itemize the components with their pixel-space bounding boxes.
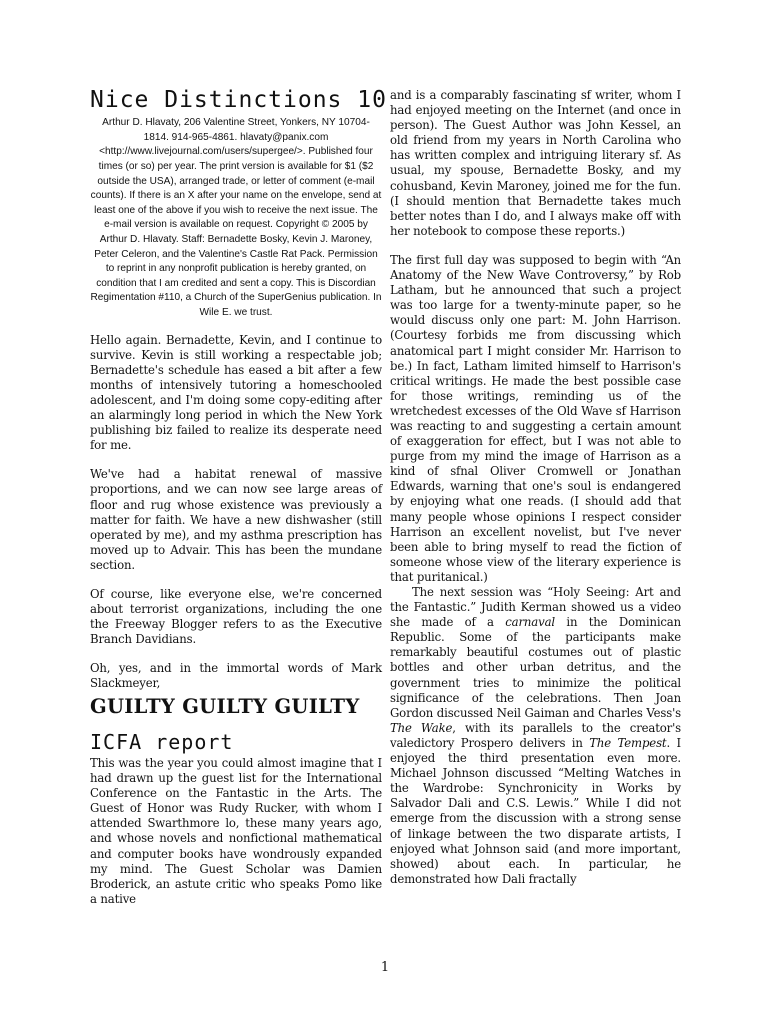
icfa-heading: ICFA report [90,730,234,755]
p3-text-a: The next session was “Holy Seeing: Art and the Fantastic.” Judith Kerman showed us a video she made of a [390,585,681,630]
right-paragraph-3 [390,585,681,887]
page-number: 1 [380,960,390,975]
p3-italic-carnaval: carnaval [505,615,555,630]
left-column [90,87,387,907]
p3-text-c: , with its parallels to the creator's valedictory Prospero delivers in [390,720,681,750]
right-paragraph-2: The first full day was supposed to begin with “An Anatomy of the New Wave Controversy,” by Rob Latham, but he announced that such a project was too large for a twenty-minute paper, so he would discuss only one part: M. John Harrison. (Courtesy forbids me from discussing which anatomical part I might consider Mr. Harrison to be.) In fact, Latham limited himself to Harrison's critical writings. He made the best possible case for those writings, reminding us of the wretchedest excesses of the Old Wave sf Harrison was reacting to and suggesting a certain amount of exaggeration for effect, but I was not able to purge from my mind the image of Harrison as a kind of sfnal Oliver Cromwell or Jonathan Edwards, warning that one's soul is endangered by enjoying what one reads. (I should add that many people whose opinions I respect consider Harrison an excellent novelist, but I've never been able to bring myself to read the fiction of someone whose view of the literary experience is that puritanical.) [390,252,681,584]
right-column [390,88,681,887]
newsletter-title: Nice Distinctions 10 [90,87,387,113]
p3-text-d: . I enjoyed the third presentation even more. Michael Johnson discussed “Melting Watches in the Wardrobe: Synchronicity in Works by Salvador Dali and C.S. Lewis.” While I did not emerge from the discussion with a strong sense of linkage between the two disparate artists, I enjoyed what Johnson said (and more important, showed) about each. In particular, he demonstrated how Dali fractally [390,735,681,886]
p3-italic-the-tempest: The Tempest [589,735,667,750]
left-paragraph-2: We've had a habitat renewal of massive proportions, and we can now see large areas of floor and rug whose existence was previously a matter for faith. We have a new dishwasher (still operated by me), and my asthma prescription has moved up to Advair. This has been the mundane section. [90,467,382,572]
icfa-paragraph-1: This was the year you could almost imagine that I had drawn up the guest list for the International Conference on the Fantastic in the Arts. The Guest of Honor was Rudy Rucker, with whom I attended Swarthmore lo, these many years ago, and whose novels and nonfictional mathematical and computer books have wondrously expanded my mind. The Guest Scholar was Damien Broderick, an astute critic who speaks Pomo like a native [90,756,382,906]
p3-text-b: in the Dominican Republic. Some of the participants make remarkably beautiful costumes out of plastic bottles and other urban detritus, and the government tries to minimize the political significance of the celebrations. Then Joan Gordon discussed Neil Gaiman and Charles Vess's [390,615,681,720]
right-paragraph-1: and is a comparably fascinating sf writer, whom I had enjoyed meeting on the Internet (and once in person). The Guest Author was John Kessel, an old friend from my years in North Carolina who has written complex and intriguing literary sf. As usual, my spouse, Bernadette Bosky, and my cohusband, Kevin Maroney, joined me for the fun. (I should mention that Bernadette takes much better notes than I do, and I always make off with her notebook to compose these reports.) [390,88,681,238]
left-paragraph-3: Of course, like everyone else, we're concerned about terrorist organizations, including the one the Freeway Blogger refers to as the Executive Branch Davidians. [90,587,382,647]
p3-italic-the-wake: The Wake [390,720,453,735]
left-paragraph-4: Oh, yes, and in the immortal words of Mark Slackmeyer, [90,661,382,691]
left-paragraph-1: Hello again. Bernadette, Kevin, and I continue to survive. Kevin is still working a respectable job; Bernadette's schedule has eased a bit after a few months of intensively tutoring a homeschooled adolescent, and I'm doing some copy-editing after an alarmingly long period in which the New York publishing biz failed to realize its desperate need for me. [90,332,382,453]
masthead-info: Arthur D. Hlavaty, 206 Valentine Street, Yonkers, NY 10704-1814. 914-965-4861. hlavaty@panix.com <http://www.livejournal.com/users/supergee/>. Published four times (or so) per year. The print version is available for $1 ($2 outside the USA), arranged trade, or letter of comment (e-mail counts). If there is an X after your name on the envelope, send at least one of the above if you wish to receive the next issue. The e-mail version is available on request. Copyright © 2005 by Arthur D. Hlavaty. Staff: Bernadette Bosky, Kevin J. Maroney, Peter Celeron, and the Valentine's Castle Rat Pack. Permission to reprint in any nonprofit publication is hereby granted, on condition that I am credited and sent a copy. This is Discordian Regimentation #110, a Church of the SuperGenius publication. In Wile E. we trust. [90,117,382,319]
guilty-banner: GUILTY GUILTY GUILTY [90,694,360,718]
